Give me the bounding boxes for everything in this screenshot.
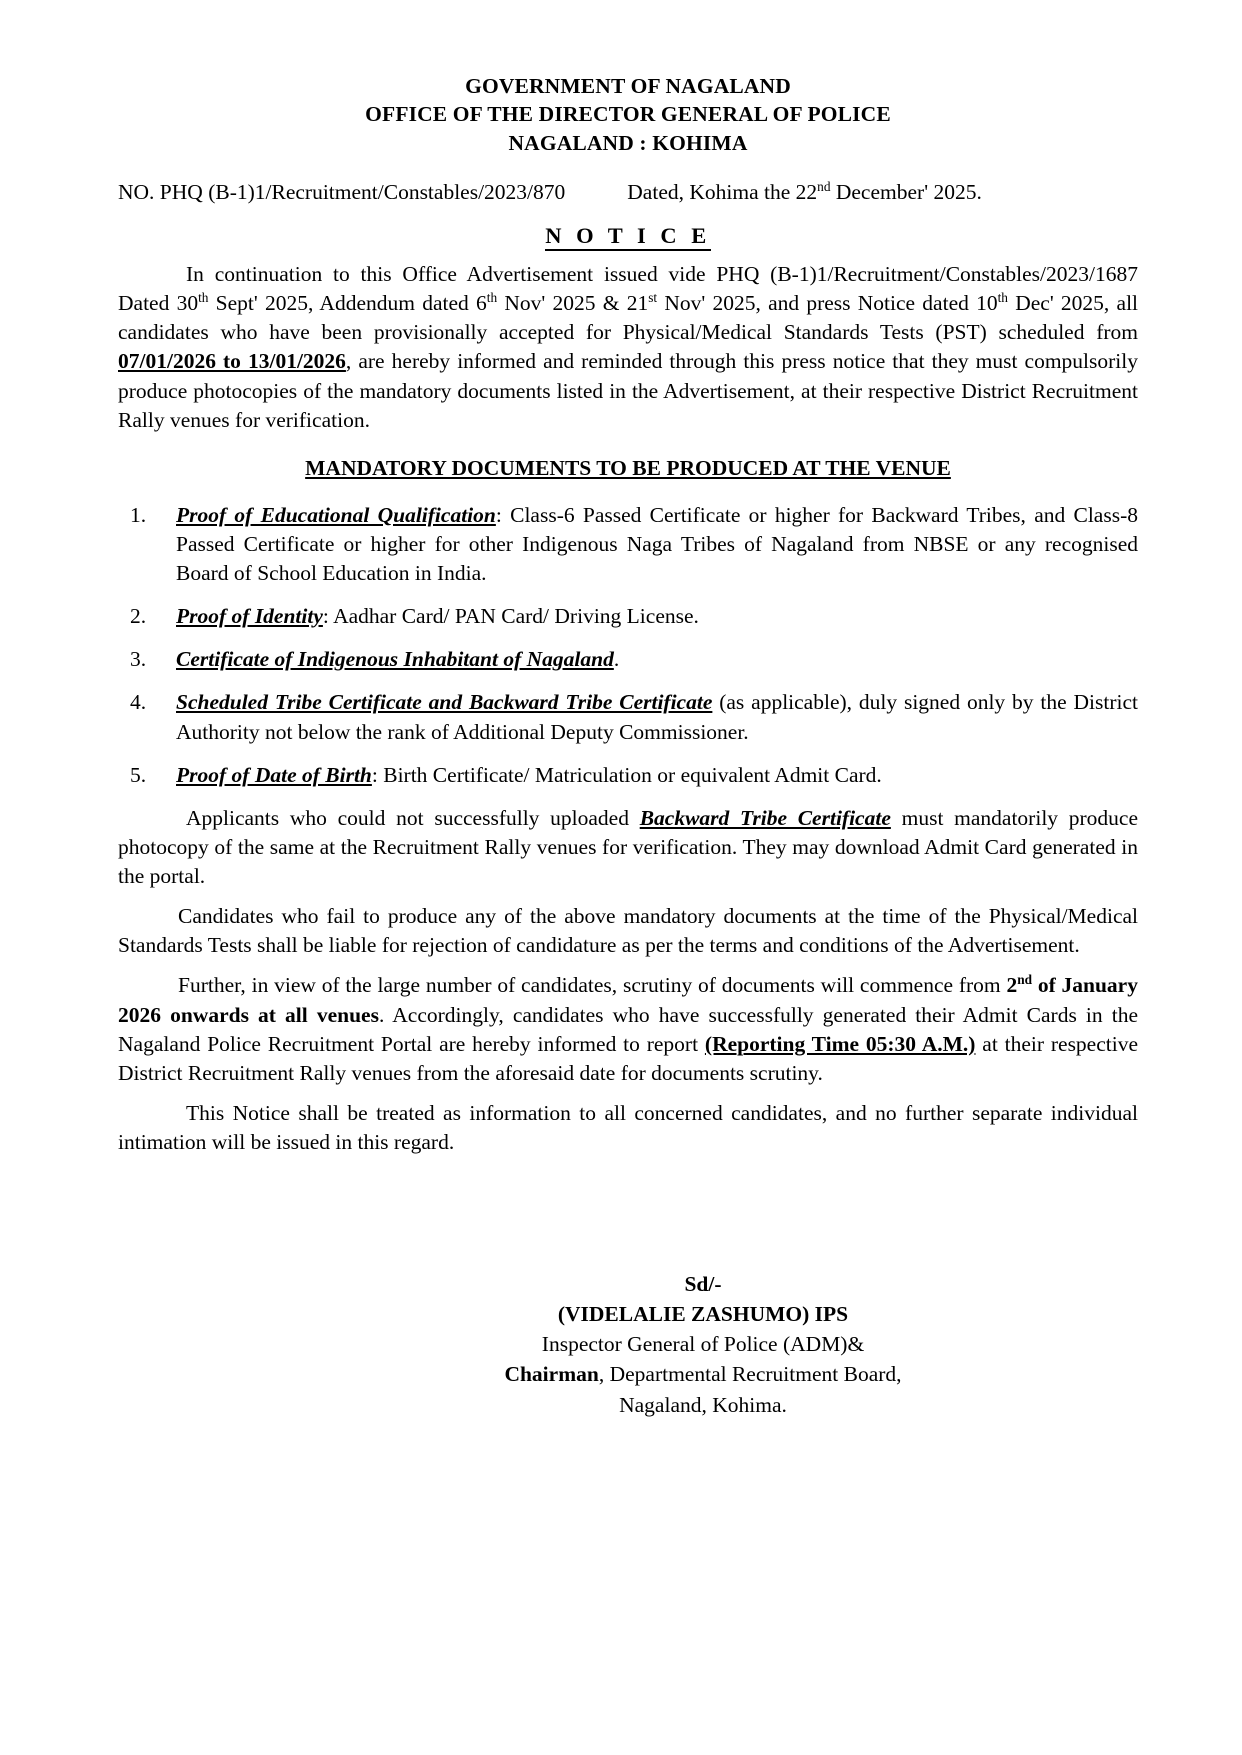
- backward-tribe-certificate-paragraph: Applicants who could not successfully uploaded Backward Tribe Certificate must mandatorily produce photocopy of the same at the Recruitment Rally venues for verification. They may download Admit Card generated in the portal.: [118, 805, 1139, 889]
- list-item-number: 5.: [130, 762, 147, 787]
- signature-sd: Sd/-: [684, 1272, 722, 1297]
- list-item-title: Certificate of Indigenous Inhabitant of Nagaland: [176, 647, 614, 672]
- list-item-title: Proof of Date of Birth: [176, 762, 372, 787]
- chairman-label: Chairman: [504, 1362, 599, 1387]
- reference-number: NO. PHQ (B-1)1/Recruitment/Constables/2023/870: [118, 180, 566, 205]
- letterhead-line-2: OFFICE OF THE DIRECTOR GENERAL OF POLICE: [365, 102, 891, 127]
- list-item-text: [176, 501, 1138, 588]
- ordinal-suffix-1: th: [198, 290, 209, 306]
- list-item-number: 1.: [130, 502, 147, 527]
- rejection-warning-paragraph: Candidates who fail to produce any of the above mandatory documents at the time of the Physical/Medical Standards Tests shall be liable for rejection of candidature as per the terms and conditions of the Advertisement.: [118, 904, 1138, 958]
- signatory-place: Nagaland, Kohima.: [619, 1392, 787, 1417]
- list-item: [118, 602, 1138, 631]
- list-item-detail: : Birth Certificate/ Matriculation or equivalent Admit Card.: [371, 762, 882, 787]
- list-item-detail: (as applicable), duly signed only by the District Authority not below the rank of Additional Deputy Commissioner.: [176, 690, 1138, 744]
- list-item: [118, 761, 1138, 790]
- list-item-title: Proof of Identity: [176, 604, 323, 629]
- ordinal-suffix-3: st: [648, 290, 658, 306]
- ordinal-suffix-2: th: [486, 290, 498, 306]
- list-item-detail: : Aadhar Card/ PAN Card/ Driving License.: [322, 604, 699, 629]
- list-item-number: 2.: [130, 604, 147, 629]
- list-item-text: [176, 761, 1138, 790]
- scrutiny-paragraph: Further, in view of the large number of candidates, scrutiny of documents will commence from 2nd of January 2026 onwards at all venues. Accordingly, candidates who have successfully generated their Admit Cards in the Nagaland Police Recruitment Portal are hereby informed to report (Reporting Time 05:30 A.M.) at their respective District Recruitment Rally venues from the aforesaid date for documents scrutiny.: [118, 972, 1139, 1085]
- signatory-chairman-line: Chairman, Departmental Recruitment Board,: [504, 1362, 902, 1387]
- list-item: [118, 501, 1138, 588]
- scrutiny-start-date: 2nd of January 2026 onwards at all venues: [118, 972, 1138, 1027]
- date-ordinal-suffix: nd: [817, 178, 831, 194]
- list-item-number: 3.: [130, 647, 147, 672]
- reference-line: [118, 179, 1138, 207]
- list-item-title: Scheduled Tribe Certificate and Backward Tribe Certificate: [176, 690, 713, 715]
- list-item-detail: : Class-6 Passed Certificate or higher for Backward Tribes, and Class-8 Passed Certificate or higher for other Indigenous Naga Tribes of Nagaland from NBSE or any recognised Board of School Education in India.: [176, 502, 1138, 586]
- list-item-text: [176, 688, 1138, 746]
- reference-date: Dated, Kohima the 22nd December' 2025.: [627, 178, 982, 205]
- letterhead-line-3: NAGALAND : KOHIMA: [508, 130, 748, 155]
- section-heading-mandatory-documents: [118, 456, 1138, 481]
- list-item-text: [176, 645, 1138, 674]
- mandatory-documents-list: [118, 501, 1138, 790]
- page-title-text: N O T I C E: [545, 223, 711, 251]
- backward-tribe-certificate-emphasis: Backward Tribe Certificate: [639, 805, 891, 830]
- intro-paragraph: In continuation to this Office Advertisement issued vide PHQ (B-1)1/Recruitment/Constables/2023/1687 Dated 30th Sept' 2025, Addendum dated 6th Nov' 2025 & 21st Nov' 2025, and press Notice dated 10th Dec' 2025, all candidates who have been provisionally accepted for Physical/Medical Standards Tests (PST) scheduled from 07/01/2026 to 13/01/2026, are hereby informed and reminded through this press notice that they must compulsorily produce photocopies of the mandatory documents listed in the Advertisement, at their respective District Recruitment Rally venues for verification.: [118, 262, 1139, 432]
- pst-date-range: 07/01/2026 to 13/01/2026: [118, 349, 346, 374]
- list-item-title: Proof of Educational Qualification: [176, 502, 496, 527]
- ordinal-suffix-4: th: [997, 290, 1008, 306]
- list-item-detail: .: [613, 647, 620, 672]
- signatory-designation: Inspector General of Police (ADM)&: [541, 1332, 865, 1357]
- list-item: [118, 645, 1138, 674]
- closing-paragraph: This Notice shall be treated as information to all concerned candidates, and no further separate individual intimation will be issued in this regard.: [118, 1100, 1138, 1155]
- letterhead: [118, 72, 1138, 157]
- section-heading-text: MANDATORY DOCUMENTS TO BE PRODUCED AT THE VENUE: [305, 455, 951, 480]
- letterhead-line-1: GOVERNMENT OF NAGALAND: [465, 74, 791, 98]
- page-title: [118, 223, 1138, 249]
- ordinal-suffix-5: nd: [1017, 972, 1033, 988]
- signature-block: [118, 1269, 1138, 1419]
- reporting-time: (Reporting Time 05:30 A.M.): [704, 1031, 976, 1056]
- signatory-name: (VIDELALIE ZASHUMO) IPS: [557, 1302, 849, 1327]
- list-item-text: [176, 602, 1138, 631]
- list-item: [118, 688, 1138, 746]
- list-item-number: 4.: [130, 690, 147, 715]
